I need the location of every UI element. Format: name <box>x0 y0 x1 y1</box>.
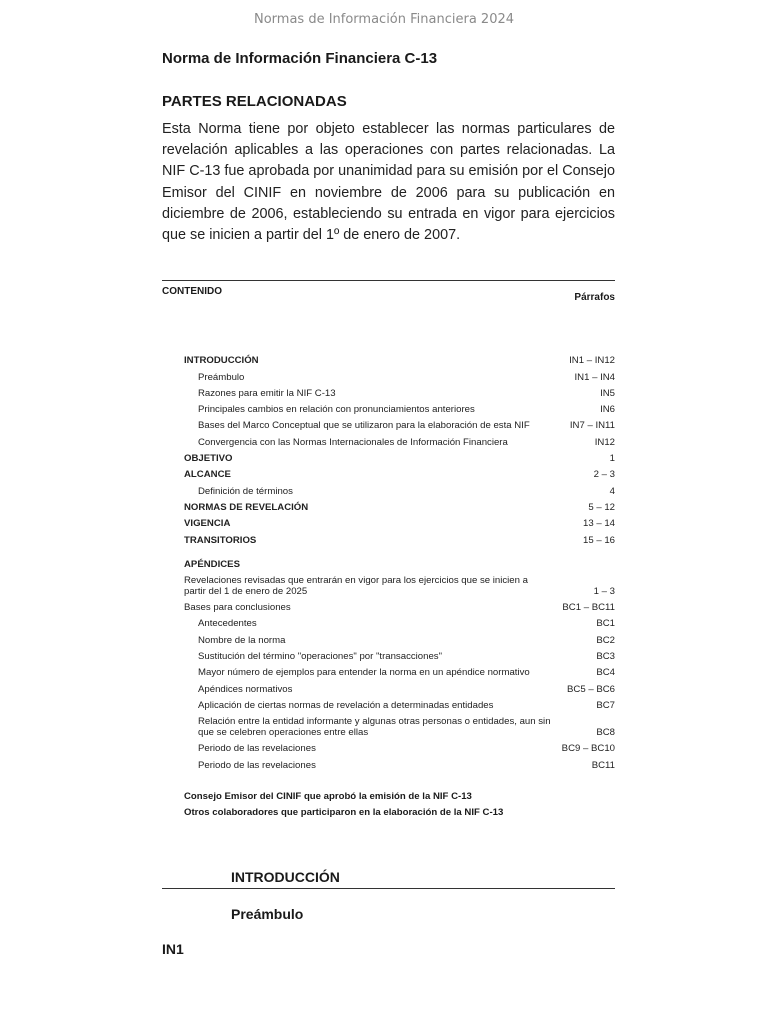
toc-ref: BC2 <box>596 634 615 646</box>
toc-ref: 13 – 14 <box>582 518 615 530</box>
table-of-contents <box>184 350 615 771</box>
toc-row[interactable] <box>184 513 615 529</box>
toc-row[interactable] <box>184 613 615 629</box>
toc-label: Antecedentes <box>198 618 257 630</box>
toc-footer <box>184 789 503 821</box>
toc-row[interactable] <box>184 480 615 496</box>
toc-row[interactable] <box>184 597 615 613</box>
toc-row[interactable] <box>184 678 615 694</box>
toc-label: Revelaciones revisadas que entrarán en vigor para los ejercicios que se inicien a partir del 1 de enero de 2025 <box>184 574 528 597</box>
section-title: PARTES RELACIONADAS <box>162 93 347 110</box>
toc-label: Bases del Marco Conceptual que se utilizaron para la elaboración de esta NIF <box>198 420 530 432</box>
toc-label: Convergencia con las Normas Internacionales de Información Financiera <box>198 436 508 448</box>
toc-row[interactable] <box>184 415 615 431</box>
toc-ref: IN6 <box>600 404 615 416</box>
toc-row[interactable] <box>184 350 615 366</box>
toc-ref: 1 – 3 <box>593 585 615 597</box>
abstract-paragraph: Esta Norma tiene por objeto establecer las normas particulares de revelación aplicables a las operaciones con partes relacionadas. La NIF C-13 fue aprobada por unanimidad para su emisión por el Consejo Emisor del CINIF en noviembre de 2006 para su publicación en diciembre de 2006, estableciendo su entrada en vigor para ejercicios que se inicien a partir del 1º de enero de 2007. <box>162 121 615 244</box>
toc-ref: BC3 <box>596 651 615 663</box>
toc-ref: IN1 – IN12 <box>569 355 615 367</box>
toc-row[interactable] <box>184 754 615 770</box>
toc-label: Nombre de la norma <box>198 634 286 646</box>
toc-row[interactable] <box>184 662 615 678</box>
toc-ref: IN7 – IN11 <box>569 420 615 432</box>
preamble-heading: Preámbulo <box>231 906 304 922</box>
toc-label: Definición de términos <box>198 485 293 497</box>
toc-label: APÉNDICES <box>184 558 240 570</box>
toc-label: Razones para emitir la NIF C-13 <box>198 387 336 399</box>
toc-top-rule <box>162 280 615 281</box>
toc-paragraphs-heading: Párrafos <box>574 292 615 303</box>
toc-row[interactable] <box>184 464 615 480</box>
toc-ref: 5 – 12 <box>588 501 615 513</box>
toc-ref: BC1 <box>596 618 615 630</box>
toc-ref: BC4 <box>596 667 615 679</box>
toc-ref: IN12 <box>594 436 615 448</box>
toc-footer-collaborators[interactable]: Otros colaboradores que participaron en la elaboración de la NIF C-13 <box>184 807 504 818</box>
toc-ref: 2 – 3 <box>593 469 615 481</box>
toc-ref: 15 – 16 <box>582 534 615 546</box>
toc-ref: BC1 – BC11 <box>562 602 615 614</box>
toc-row[interactable] <box>184 554 615 570</box>
toc-ref: BC7 <box>596 699 615 711</box>
toc-row[interactable] <box>184 711 615 738</box>
toc-label: Preámbulo <box>198 371 245 383</box>
document-title: Norma de Información Financiera C-13 <box>162 50 438 67</box>
toc-label: Bases para conclusiones <box>184 602 291 614</box>
paragraph-number: IN1 <box>162 941 184 957</box>
toc-row[interactable] <box>184 383 615 399</box>
toc-row[interactable] <box>184 570 615 597</box>
toc-label: VIGENCIA <box>184 518 231 530</box>
toc-ref: BC8 <box>596 726 615 738</box>
toc-row[interactable] <box>184 399 615 415</box>
toc-ref: IN5 <box>600 387 615 399</box>
toc-row[interactable] <box>184 497 615 513</box>
toc-footer-council[interactable]: Consejo Emisor del CINIF que aprobó la emisión de la NIF C-13 <box>184 791 472 802</box>
toc-label: Relación entre la entidad informante y algunas otras personas o entidades, aun sin que se celebren operaciones entre ellas <box>198 715 551 738</box>
toc-label: Mayor número de ejemplos para entender la norma en un apéndice normativo <box>198 667 530 679</box>
toc-ref: BC5 – BC6 <box>567 683 615 695</box>
toc-row[interactable] <box>184 366 615 382</box>
toc-ref: 1 <box>609 453 615 465</box>
toc-label: OBJETIVO <box>184 453 233 465</box>
toc-row[interactable] <box>184 738 615 754</box>
toc-row[interactable] <box>184 629 615 645</box>
toc-label: NORMAS DE REVELACIÓN <box>184 501 309 513</box>
running-header: Normas de Información Financiera 2024 <box>253 12 515 27</box>
toc-label: ALCANCE <box>184 469 231 481</box>
toc-label: Sustitución del término "operaciones" por "transacciones" <box>198 651 442 663</box>
introduction-heading: INTRODUCCIÓN <box>231 869 340 885</box>
toc-label: Aplicación de ciertas normas de revelación a determinadas entidades <box>198 699 494 711</box>
toc-ref: 4 <box>609 485 615 497</box>
toc-row[interactable] <box>184 695 615 711</box>
introduction-rule <box>162 888 615 889</box>
toc-label: Principales cambios en relación con pronunciamientos anteriores <box>198 404 475 416</box>
toc-label: TRANSITORIOS <box>184 534 257 546</box>
toc-ref: BC11 <box>591 759 615 771</box>
toc-label: Periodo de las revelaciones <box>198 743 316 755</box>
toc-ref: IN1 – IN4 <box>574 371 615 383</box>
toc-row[interactable] <box>184 448 615 464</box>
toc-row[interactable] <box>184 529 615 545</box>
toc-row[interactable] <box>184 646 615 662</box>
toc-label: INTRODUCCIÓN <box>184 355 259 367</box>
toc-label: Apéndices normativos <box>198 683 293 695</box>
toc-ref: BC9 – BC10 <box>561 743 615 755</box>
toc-row[interactable] <box>184 431 615 447</box>
toc-heading: CONTENIDO <box>162 286 222 297</box>
toc-label: Periodo de las revelaciones <box>198 759 316 771</box>
